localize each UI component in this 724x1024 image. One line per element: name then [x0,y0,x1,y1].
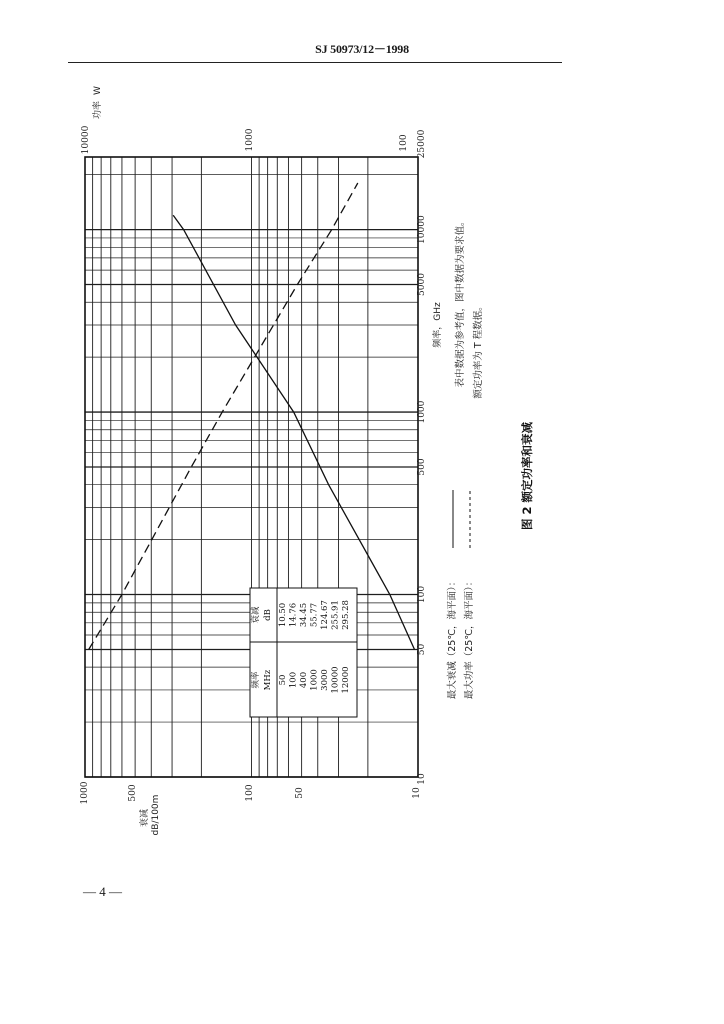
table-cell-frequency: 12000 [341,666,351,694]
legend-solid-label: 最大衰减（25℃，海平面）： [447,576,458,700]
frequency-axis-label: 频率，GHz [433,302,443,348]
frequency-tick-label: 25000 [417,129,427,159]
table-cell-attenuation: 255.91 [330,600,341,630]
power-axis-label: 功率 [93,100,103,120]
attenuation-tick-label: 100 [245,784,255,802]
legend-dashed-label: 最大功率（25℃，海平面）： [464,576,475,700]
chart-labels [80,86,534,835]
table-header-frequency: 频率 [251,671,261,689]
table-cell-frequency: 100 [288,671,299,689]
figure-caption: 图 2 额定功率和衰减 [520,421,534,531]
attenuation-tick-label: 1000 [80,781,90,805]
note-rated-power: 额定功率为 T 程数据。 [473,301,484,399]
table-cell-frequency: 10000 [330,666,341,694]
table-cell-frequency: 3000 [320,669,330,691]
frequency-tick-label: 10 [417,773,427,785]
attenuation-reference-table [250,588,357,717]
attenuation-tick-label: 50 [295,787,305,799]
frequency-tick-label: 50 [417,643,427,656]
table-unit-frequency: MHz [263,669,273,691]
table-cell-attenuation: 295.28 [341,600,351,630]
attenuation-axis-unit: dB/100m [151,794,161,836]
attenuation-tick-label: 10 [412,787,422,799]
frequency-tick-label: 100 [417,585,427,604]
table-cell-attenuation: 10.50 [278,602,288,628]
page-number: — 4 — [83,884,122,899]
table-cell-attenuation: 124.67 [320,600,330,630]
frequency-tick-label: 10000 [417,215,427,244]
power-axis-unit: W [93,86,103,95]
table-cell-frequency: 1000 [309,669,320,691]
power-tick-label: 10000 [81,125,91,155]
frequency-tick-label: 1000 [417,400,427,424]
frequency-tick-label: 5000 [417,273,427,296]
table-cell-frequency: 50 [278,674,288,686]
document-number-header: SJ 50973/12－1998 [315,42,409,56]
table-cell-attenuation: 14.76 [288,602,299,628]
power-tick-label: 1000 [245,128,255,152]
table-cell-frequency: 400 [299,671,309,689]
table-header-attenuation: 衰减 [251,606,261,624]
power-tick-label: 100 [399,134,409,152]
max-attenuation-curve [173,215,414,649]
table-unit-attenuation: dB [263,609,273,621]
frequency-tick-label: 500 [417,458,427,476]
note-reference-values: 表中数据为参考值，图中数据为要求值。 [455,216,466,388]
attenuation-tick-label: 500 [128,784,138,802]
attenuation-axis-label: 衰减 [140,808,150,828]
table-cell-attenuation: 55.77 [309,602,320,628]
table-cell-attenuation: 34.45 [299,602,309,628]
